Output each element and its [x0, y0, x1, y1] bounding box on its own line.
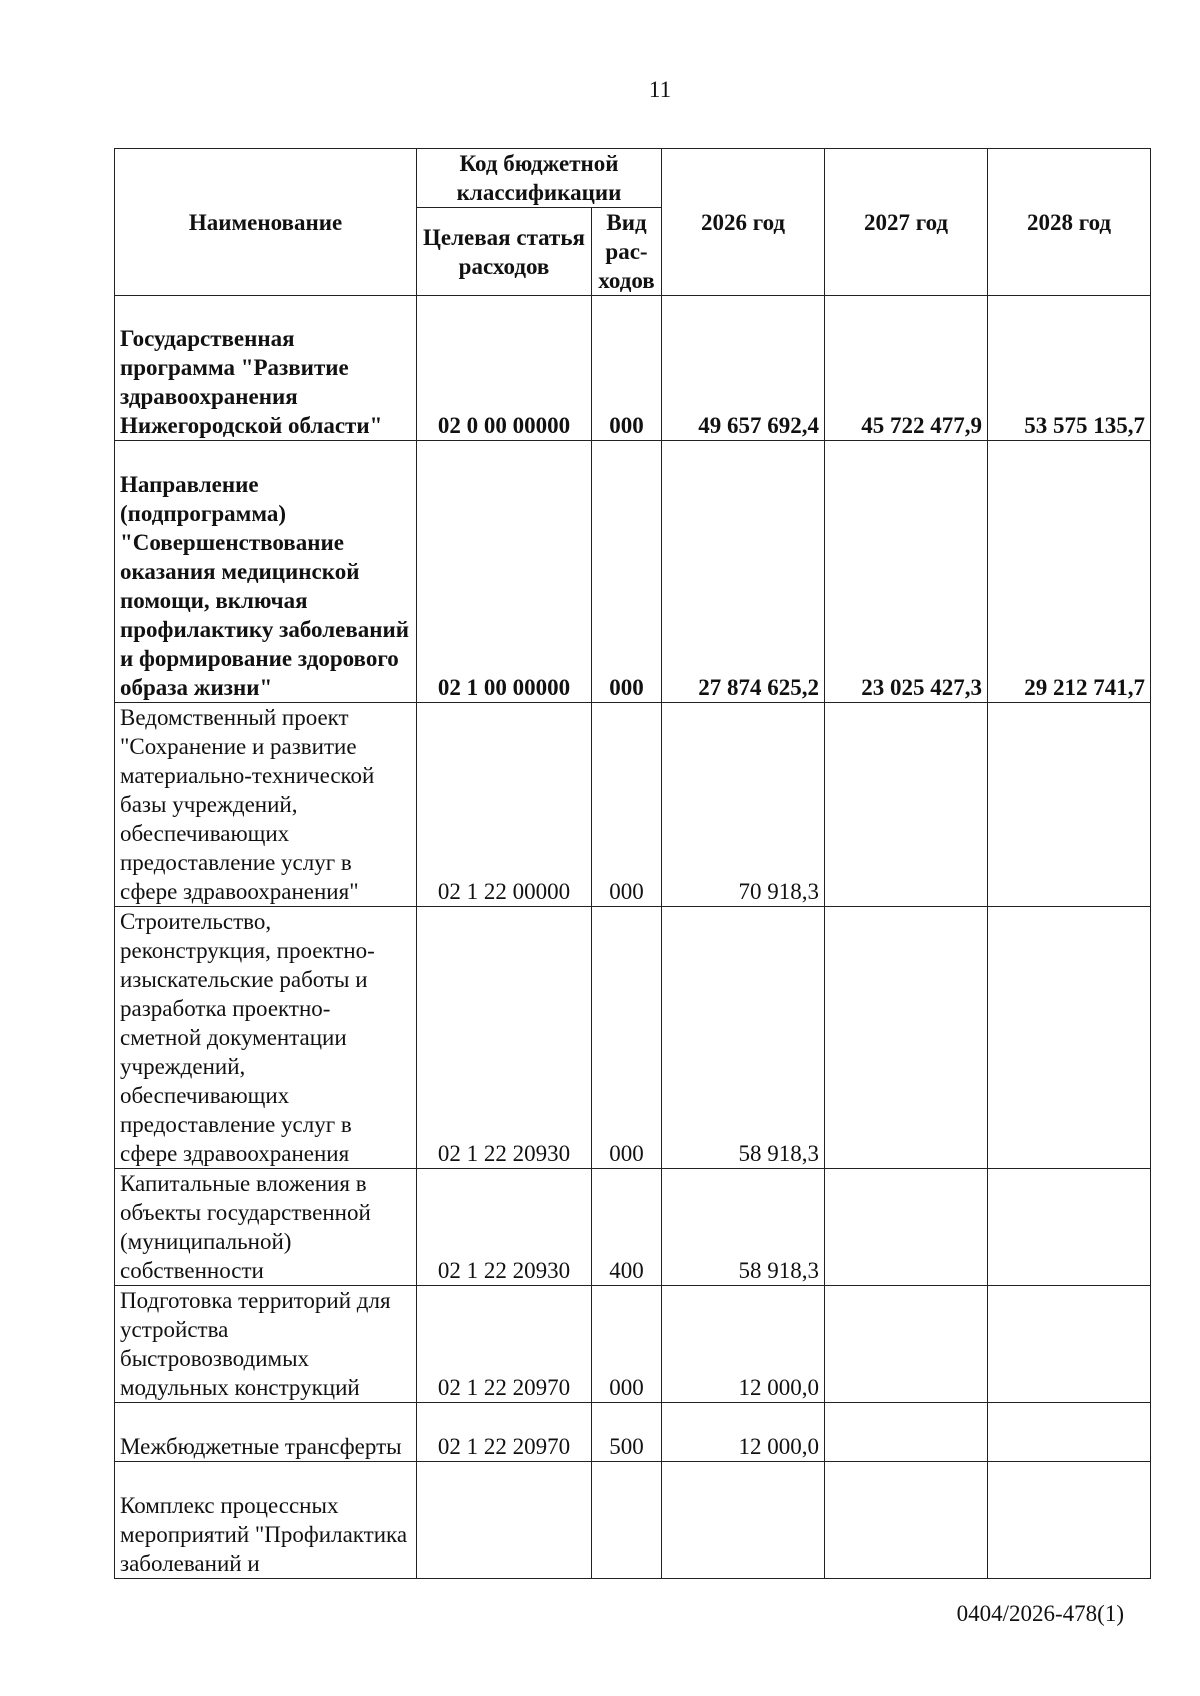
row-code: 02 1 22 20970 — [417, 1403, 592, 1462]
budget-table — [114, 148, 1151, 1579]
row-kind — [592, 1462, 662, 1579]
row-name: Подготовка территорий для устройства быстровозводимых модульных конструкций — [115, 1286, 417, 1403]
row-name: Государственная программа "Развитие здравоохранения Нижегородской области" — [115, 296, 417, 441]
row-kind: 000 — [592, 296, 662, 441]
row-2026: 12 000,0 — [662, 1403, 825, 1462]
row-2027: 23 025 427,3 — [825, 441, 988, 703]
row-code: 02 0 00 00000 — [417, 296, 592, 441]
row-code: 02 1 22 00000 — [417, 703, 592, 907]
row-code: 02 1 22 20930 — [417, 1169, 592, 1286]
header-2027: 2027 год — [825, 149, 988, 296]
header-2028: 2028 год — [988, 149, 1151, 296]
header-2026: 2026 год — [662, 149, 825, 296]
row-2028 — [988, 907, 1151, 1169]
row-code: 02 1 00 00000 — [417, 441, 592, 703]
row-2026: 12 000,0 — [662, 1286, 825, 1403]
document-code: 0404/2026-478(1) — [956, 1601, 1124, 1626]
row-2026: 58 918,3 — [662, 907, 825, 1169]
row-code: 02 1 22 20930 — [417, 907, 592, 1169]
row-2027 — [825, 1403, 988, 1462]
table-row — [115, 703, 1151, 907]
row-2026: 27 874 625,2 — [662, 441, 825, 703]
row-2028: 29 212 741,7 — [988, 441, 1151, 703]
row-name: Межбюджетные трансферты — [115, 1403, 417, 1462]
table-row — [115, 1169, 1151, 1286]
table-row — [115, 296, 1151, 441]
header-target-article: Целевая статья расходов — [417, 208, 592, 296]
row-kind: 000 — [592, 1286, 662, 1403]
row-2027 — [825, 907, 988, 1169]
table-row — [115, 1462, 1151, 1579]
row-2028 — [988, 1462, 1151, 1579]
row-kind: 400 — [592, 1169, 662, 1286]
header-row-top — [115, 149, 1151, 208]
header-budget-code: Код бюджетной классификации — [417, 149, 662, 208]
page-number: 11 — [648, 77, 672, 102]
row-name: Комплекс процессных мероприятий "Профилактика заболеваний и — [115, 1462, 417, 1579]
row-name: Направление (подпрограмма) "Совершенствование оказания медицинской помощи, включая профилактику заболеваний и формирование здорового образа жизни" — [115, 441, 417, 703]
row-2027 — [825, 703, 988, 907]
row-2026: 70 918,3 — [662, 703, 825, 907]
row-code — [417, 1462, 592, 1579]
row-2027 — [825, 1286, 988, 1403]
row-2027 — [825, 1462, 988, 1579]
row-code: 02 1 22 20970 — [417, 1286, 592, 1403]
row-2027 — [825, 1169, 988, 1286]
row-2026: 58 918,3 — [662, 1169, 825, 1286]
row-name: Ведомственный проект "Сохранение и развитие материально-технической базы учреждений, обеспечивающих предоставление услуг в сфере здравоохранения" — [115, 703, 417, 907]
row-2027: 45 722 477,9 — [825, 296, 988, 441]
header-expense-type: Вид рас-ходов — [592, 208, 662, 296]
row-name: Капитальные вложения в объекты государственной (муниципальной) собственности — [115, 1169, 417, 1286]
header-name: Наименование — [115, 149, 417, 296]
row-kind: 000 — [592, 703, 662, 907]
table-row — [115, 441, 1151, 703]
row-2028 — [988, 703, 1151, 907]
row-kind: 500 — [592, 1403, 662, 1462]
row-kind: 000 — [592, 441, 662, 703]
row-2028 — [988, 1403, 1151, 1462]
row-2028 — [988, 1169, 1151, 1286]
table-row — [115, 907, 1151, 1169]
row-name: Строительство, реконструкция, проектно-изыскательские работы и разработка проектно-сметной документации учреждений, обеспечивающих предоставление услуг в сфере здравоохранения — [115, 907, 417, 1169]
row-2026: 49 657 692,4 — [662, 296, 825, 441]
row-kind: 000 — [592, 907, 662, 1169]
row-2026 — [662, 1462, 825, 1579]
table-row — [115, 1286, 1151, 1403]
row-2028 — [988, 1286, 1151, 1403]
table-row — [115, 1403, 1151, 1462]
row-2028: 53 575 135,7 — [988, 296, 1151, 441]
